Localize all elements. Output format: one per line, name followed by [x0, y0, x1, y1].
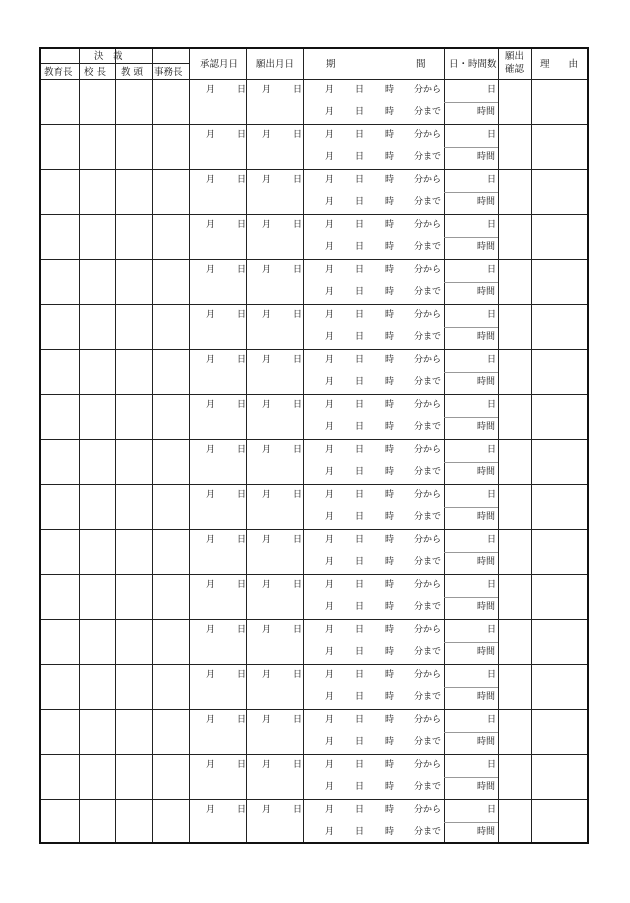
- grid-vertical-line: [303, 49, 304, 842]
- grid-horizontal-line: [444, 597, 498, 598]
- from-month-label: 月: [325, 445, 335, 455]
- hours-unit-label: 時間: [477, 827, 496, 837]
- from-hour-label: 時: [385, 445, 395, 455]
- shonin-day-label: 日: [237, 220, 247, 230]
- to-hour-label: 時: [385, 107, 395, 117]
- days-unit-label: 日: [487, 715, 497, 725]
- from-minute-label: 分から: [414, 580, 442, 590]
- from-day-label: 日: [355, 580, 365, 590]
- to-month-label: 月: [325, 107, 335, 117]
- shonin-day-label: 日: [237, 130, 247, 140]
- days-hours-header: 日・時間数: [449, 59, 497, 70]
- negaide-day-label: 日: [293, 715, 303, 725]
- hours-unit-label: 時間: [477, 377, 496, 387]
- days-unit-label: 日: [487, 625, 497, 635]
- to-day-label: 日: [355, 737, 365, 747]
- from-hour-label: 時: [385, 535, 395, 545]
- from-minute-label: 分から: [414, 85, 442, 95]
- shonin-day-label: 日: [237, 175, 247, 185]
- days-unit-label: 日: [487, 355, 497, 365]
- grid-horizontal-line: [41, 259, 587, 260]
- to-day-label: 日: [355, 692, 365, 702]
- shonin-day-label: 日: [237, 625, 247, 635]
- negaide-month-label: 月: [262, 535, 272, 545]
- grid-horizontal-line: [41, 529, 587, 530]
- negaide-day-label: 日: [293, 535, 303, 545]
- to-day-label: 日: [355, 467, 365, 477]
- negaide-day-label: 日: [293, 130, 303, 140]
- leave-record-form: [39, 47, 589, 844]
- to-day-label: 日: [355, 782, 365, 792]
- to-month-label: 月: [325, 782, 335, 792]
- from-minute-label: 分から: [414, 625, 442, 635]
- from-month-label: 月: [325, 265, 335, 275]
- to-month-label: 月: [325, 827, 335, 837]
- grid-horizontal-line: [444, 327, 498, 328]
- shonin-month-label: 月: [206, 535, 216, 545]
- negaide-day-label: 日: [293, 760, 303, 770]
- grid-vertical-line: [152, 49, 153, 842]
- grid-horizontal-line: [444, 732, 498, 733]
- to-minute-label: 分まで: [414, 737, 442, 747]
- hours-unit-label: 時間: [477, 602, 496, 612]
- grid-horizontal-line: [444, 372, 498, 373]
- grid-horizontal-line: [444, 282, 498, 283]
- hours-unit-label: 時間: [477, 512, 496, 522]
- to-day-label: 日: [355, 647, 365, 657]
- grid-vertical-line: [79, 49, 80, 842]
- shonin-month-label: 月: [206, 670, 216, 680]
- grid-horizontal-line: [444, 687, 498, 688]
- negaide-month-label: 月: [262, 175, 272, 185]
- to-month-label: 月: [325, 692, 335, 702]
- to-hour-label: 時: [385, 602, 395, 612]
- shonin-day-label: 日: [237, 670, 247, 680]
- from-day-label: 日: [355, 760, 365, 770]
- negaide-month-label: 月: [262, 355, 272, 365]
- to-month-label: 月: [325, 602, 335, 612]
- to-minute-label: 分まで: [414, 647, 442, 657]
- grid-vertical-line: [115, 49, 116, 842]
- negaide-day-label: 日: [293, 490, 303, 500]
- kikan-header-kan: 間: [416, 59, 426, 70]
- kikan-header-ki: 期: [326, 59, 336, 70]
- from-month-label: 月: [325, 580, 335, 590]
- from-minute-label: 分から: [414, 670, 442, 680]
- to-hour-label: 時: [385, 737, 395, 747]
- shonin-day-label: 日: [237, 85, 247, 95]
- negaide-month-label: 月: [262, 130, 272, 140]
- grid-horizontal-line: [41, 394, 587, 395]
- from-day-label: 日: [355, 445, 365, 455]
- from-day-label: 日: [355, 130, 365, 140]
- shonin-month-label: 月: [206, 490, 216, 500]
- to-month-label: 月: [325, 332, 335, 342]
- to-hour-label: 時: [385, 647, 395, 657]
- from-minute-label: 分から: [414, 400, 442, 410]
- from-day-label: 日: [355, 490, 365, 500]
- to-hour-label: 時: [385, 197, 395, 207]
- shonin-day-label: 日: [237, 805, 247, 815]
- to-month-label: 月: [325, 467, 335, 477]
- from-minute-label: 分から: [414, 265, 442, 275]
- from-minute-label: 分から: [414, 715, 442, 725]
- days-unit-label: 日: [487, 400, 497, 410]
- shonin-month-label: 月: [206, 85, 216, 95]
- negaide-month-label: 月: [262, 265, 272, 275]
- to-hour-label: 時: [385, 242, 395, 252]
- negaide-month-label: 月: [262, 400, 272, 410]
- hours-unit-label: 時間: [477, 287, 496, 297]
- shonin-month-label: 月: [206, 625, 216, 635]
- kocho-header: 校 長: [84, 67, 107, 78]
- from-day-label: 日: [355, 715, 365, 725]
- grid-horizontal-line: [41, 709, 587, 710]
- to-month-label: 月: [325, 377, 335, 387]
- grid-vertical-line: [189, 49, 190, 842]
- hours-unit-label: 時間: [477, 107, 496, 117]
- from-minute-label: 分から: [414, 130, 442, 140]
- to-minute-label: 分まで: [414, 287, 442, 297]
- from-month-label: 月: [325, 760, 335, 770]
- grid-vertical-line: [498, 49, 499, 842]
- to-minute-label: 分まで: [414, 422, 442, 432]
- negaide-date-header: 願出月日: [256, 59, 295, 70]
- negaide-month-label: 月: [262, 670, 272, 680]
- from-hour-label: 時: [385, 490, 395, 500]
- from-minute-label: 分から: [414, 805, 442, 815]
- from-hour-label: 時: [385, 670, 395, 680]
- negaide-kakunin-header-2: 確認: [505, 64, 525, 75]
- to-minute-label: 分まで: [414, 152, 442, 162]
- from-day-label: 日: [355, 355, 365, 365]
- grid-vertical-line: [246, 49, 247, 842]
- shonin-month-label: 月: [206, 220, 216, 230]
- days-unit-label: 日: [487, 580, 497, 590]
- from-hour-label: 時: [385, 715, 395, 725]
- hours-unit-label: 時間: [477, 152, 496, 162]
- shonin-day-label: 日: [237, 490, 247, 500]
- grid-horizontal-line: [444, 642, 498, 643]
- grid-horizontal-line: [444, 462, 498, 463]
- to-minute-label: 分まで: [414, 557, 442, 567]
- shonin-month-label: 月: [206, 175, 216, 185]
- to-hour-label: 時: [385, 287, 395, 297]
- shonin-day-label: 日: [237, 580, 247, 590]
- from-minute-label: 分から: [414, 310, 442, 320]
- hours-unit-label: 時間: [477, 467, 496, 477]
- to-month-label: 月: [325, 152, 335, 162]
- hours-unit-label: 時間: [477, 422, 496, 432]
- to-minute-label: 分まで: [414, 782, 442, 792]
- shonin-month-label: 月: [206, 310, 216, 320]
- to-hour-label: 時: [385, 512, 395, 522]
- grid-horizontal-line: [41, 439, 587, 440]
- grid-vertical-line: [531, 49, 532, 842]
- shonin-day-label: 日: [237, 265, 247, 275]
- from-month-label: 月: [325, 805, 335, 815]
- to-minute-label: 分まで: [414, 602, 442, 612]
- grid-horizontal-line: [41, 124, 587, 125]
- to-minute-label: 分まで: [414, 512, 442, 522]
- from-hour-label: 時: [385, 310, 395, 320]
- from-hour-label: 時: [385, 805, 395, 815]
- days-unit-label: 日: [487, 535, 497, 545]
- shonin-month-label: 月: [206, 130, 216, 140]
- grid-horizontal-line: [444, 417, 498, 418]
- shonin-day-label: 日: [237, 535, 247, 545]
- shonin-day-label: 日: [237, 400, 247, 410]
- hours-unit-label: 時間: [477, 737, 496, 747]
- from-minute-label: 分から: [414, 535, 442, 545]
- days-unit-label: 日: [487, 175, 497, 185]
- negaide-day-label: 日: [293, 670, 303, 680]
- to-day-label: 日: [355, 377, 365, 387]
- to-hour-label: 時: [385, 692, 395, 702]
- grid-horizontal-line: [444, 237, 498, 238]
- days-unit-label: 日: [487, 490, 497, 500]
- from-day-label: 日: [355, 85, 365, 95]
- days-unit-label: 日: [487, 310, 497, 320]
- to-day-label: 日: [355, 107, 365, 117]
- shonin-month-label: 月: [206, 580, 216, 590]
- negaide-day-label: 日: [293, 265, 303, 275]
- kyoto-header: 教 頭: [121, 67, 144, 78]
- grid-horizontal-line: [41, 574, 587, 575]
- to-minute-label: 分まで: [414, 692, 442, 702]
- from-day-label: 日: [355, 535, 365, 545]
- shonin-month-label: 月: [206, 445, 216, 455]
- from-day-label: 日: [355, 310, 365, 320]
- negaide-day-label: 日: [293, 625, 303, 635]
- from-month-label: 月: [325, 670, 335, 680]
- grid-horizontal-line: [41, 304, 587, 305]
- hours-unit-label: 時間: [477, 647, 496, 657]
- grid-horizontal-line: [444, 777, 498, 778]
- days-unit-label: 日: [487, 805, 497, 815]
- from-month-label: 月: [325, 85, 335, 95]
- shonin-day-label: 日: [237, 355, 247, 365]
- grid-vertical-line: [444, 49, 445, 842]
- from-day-label: 日: [355, 805, 365, 815]
- negaide-month-label: 月: [262, 220, 272, 230]
- grid-horizontal-line: [444, 192, 498, 193]
- to-hour-label: 時: [385, 782, 395, 792]
- from-month-label: 月: [325, 625, 335, 635]
- to-hour-label: 時: [385, 557, 395, 567]
- to-hour-label: 時: [385, 827, 395, 837]
- from-hour-label: 時: [385, 355, 395, 365]
- grid-horizontal-line: [444, 507, 498, 508]
- to-hour-label: 時: [385, 332, 395, 342]
- to-month-label: 月: [325, 242, 335, 252]
- shonin-month-label: 月: [206, 805, 216, 815]
- jimucho-header: 事務長: [154, 67, 183, 78]
- from-hour-label: 時: [385, 85, 395, 95]
- to-minute-label: 分まで: [414, 242, 442, 252]
- shonin-month-label: 月: [206, 400, 216, 410]
- negaide-month-label: 月: [262, 310, 272, 320]
- days-unit-label: 日: [487, 760, 497, 770]
- to-day-label: 日: [355, 152, 365, 162]
- riyu-header: 理 由: [540, 59, 579, 70]
- from-day-label: 日: [355, 670, 365, 680]
- grid-horizontal-line: [41, 664, 587, 665]
- negaide-day-label: 日: [293, 220, 303, 230]
- to-day-label: 日: [355, 827, 365, 837]
- negaide-month-label: 月: [262, 490, 272, 500]
- from-day-label: 日: [355, 175, 365, 185]
- negaide-day-label: 日: [293, 355, 303, 365]
- days-unit-label: 日: [487, 220, 497, 230]
- to-month-label: 月: [325, 512, 335, 522]
- to-minute-label: 分まで: [414, 827, 442, 837]
- from-month-label: 月: [325, 175, 335, 185]
- grid-horizontal-line: [41, 214, 587, 215]
- to-minute-label: 分まで: [414, 197, 442, 207]
- from-month-label: 月: [325, 490, 335, 500]
- to-day-label: 日: [355, 242, 365, 252]
- shonin-day-label: 日: [237, 715, 247, 725]
- to-minute-label: 分まで: [414, 467, 442, 477]
- from-minute-label: 分から: [414, 175, 442, 185]
- days-unit-label: 日: [487, 265, 497, 275]
- days-unit-label: 日: [487, 130, 497, 140]
- to-minute-label: 分まで: [414, 107, 442, 117]
- negaide-kakunin-header-1: 願出: [505, 51, 525, 62]
- hours-unit-label: 時間: [477, 242, 496, 252]
- from-hour-label: 時: [385, 220, 395, 230]
- negaide-month-label: 月: [262, 625, 272, 635]
- from-hour-label: 時: [385, 760, 395, 770]
- negaide-day-label: 日: [293, 85, 303, 95]
- to-day-label: 日: [355, 557, 365, 567]
- to-hour-label: 時: [385, 152, 395, 162]
- negaide-month-label: 月: [262, 580, 272, 590]
- shonin-date-header: 承認月日: [200, 59, 239, 70]
- days-unit-label: 日: [487, 670, 497, 680]
- shonin-month-label: 月: [206, 715, 216, 725]
- grid-horizontal-line: [41, 754, 587, 755]
- to-month-label: 月: [325, 737, 335, 747]
- from-hour-label: 時: [385, 175, 395, 185]
- negaide-day-label: 日: [293, 805, 303, 815]
- shonin-month-label: 月: [206, 265, 216, 275]
- from-month-label: 月: [325, 130, 335, 140]
- from-month-label: 月: [325, 355, 335, 365]
- negaide-month-label: 月: [262, 85, 272, 95]
- negaide-day-label: 日: [293, 175, 303, 185]
- from-month-label: 月: [325, 535, 335, 545]
- to-day-label: 日: [355, 197, 365, 207]
- kyoikucho-header: 教育長: [44, 67, 73, 78]
- from-minute-label: 分から: [414, 445, 442, 455]
- from-hour-label: 時: [385, 625, 395, 635]
- to-month-label: 月: [325, 287, 335, 297]
- to-month-label: 月: [325, 197, 335, 207]
- from-month-label: 月: [325, 715, 335, 725]
- from-minute-label: 分から: [414, 760, 442, 770]
- grid-horizontal-line: [444, 822, 498, 823]
- from-day-label: 日: [355, 625, 365, 635]
- hours-unit-label: 時間: [477, 197, 496, 207]
- to-day-label: 日: [355, 602, 365, 612]
- to-month-label: 月: [325, 422, 335, 432]
- to-month-label: 月: [325, 557, 335, 567]
- to-hour-label: 時: [385, 467, 395, 477]
- grid-horizontal-line: [444, 147, 498, 148]
- to-minute-label: 分まで: [414, 332, 442, 342]
- grid-horizontal-line: [41, 349, 587, 350]
- grid-horizontal-line: [41, 619, 587, 620]
- hours-unit-label: 時間: [477, 692, 496, 702]
- negaide-month-label: 月: [262, 805, 272, 815]
- grid-horizontal-line: [444, 102, 498, 103]
- negaide-month-label: 月: [262, 760, 272, 770]
- shonin-day-label: 日: [237, 445, 247, 455]
- from-hour-label: 時: [385, 130, 395, 140]
- to-hour-label: 時: [385, 377, 395, 387]
- shonin-month-label: 月: [206, 355, 216, 365]
- negaide-day-label: 日: [293, 400, 303, 410]
- from-hour-label: 時: [385, 400, 395, 410]
- grid-horizontal-line: [41, 79, 587, 80]
- negaide-month-label: 月: [262, 445, 272, 455]
- grid-horizontal-line: [444, 552, 498, 553]
- negaide-day-label: 日: [293, 310, 303, 320]
- from-minute-label: 分から: [414, 220, 442, 230]
- to-day-label: 日: [355, 287, 365, 297]
- to-day-label: 日: [355, 332, 365, 342]
- hours-unit-label: 時間: [477, 782, 496, 792]
- shonin-day-label: 日: [237, 310, 247, 320]
- to-month-label: 月: [325, 647, 335, 657]
- hours-unit-label: 時間: [477, 332, 496, 342]
- grid-horizontal-line: [41, 799, 587, 800]
- from-day-label: 日: [355, 400, 365, 410]
- from-month-label: 月: [325, 220, 335, 230]
- from-day-label: 日: [355, 265, 365, 275]
- grid-horizontal-line: [41, 484, 587, 485]
- hours-unit-label: 時間: [477, 557, 496, 567]
- from-month-label: 月: [325, 310, 335, 320]
- to-day-label: 日: [355, 512, 365, 522]
- from-hour-label: 時: [385, 265, 395, 275]
- from-minute-label: 分から: [414, 355, 442, 365]
- from-day-label: 日: [355, 220, 365, 230]
- shonin-month-label: 月: [206, 760, 216, 770]
- days-unit-label: 日: [487, 445, 497, 455]
- from-hour-label: 時: [385, 580, 395, 590]
- grid-horizontal-line: [41, 169, 587, 170]
- days-unit-label: 日: [487, 85, 497, 95]
- to-hour-label: 時: [385, 422, 395, 432]
- from-minute-label: 分から: [414, 490, 442, 500]
- kessai-header: 決 裁: [94, 51, 123, 62]
- to-minute-label: 分まで: [414, 377, 442, 387]
- negaide-day-label: 日: [293, 580, 303, 590]
- to-day-label: 日: [355, 422, 365, 432]
- from-month-label: 月: [325, 400, 335, 410]
- negaide-month-label: 月: [262, 715, 272, 725]
- shonin-day-label: 日: [237, 760, 247, 770]
- negaide-day-label: 日: [293, 445, 303, 455]
